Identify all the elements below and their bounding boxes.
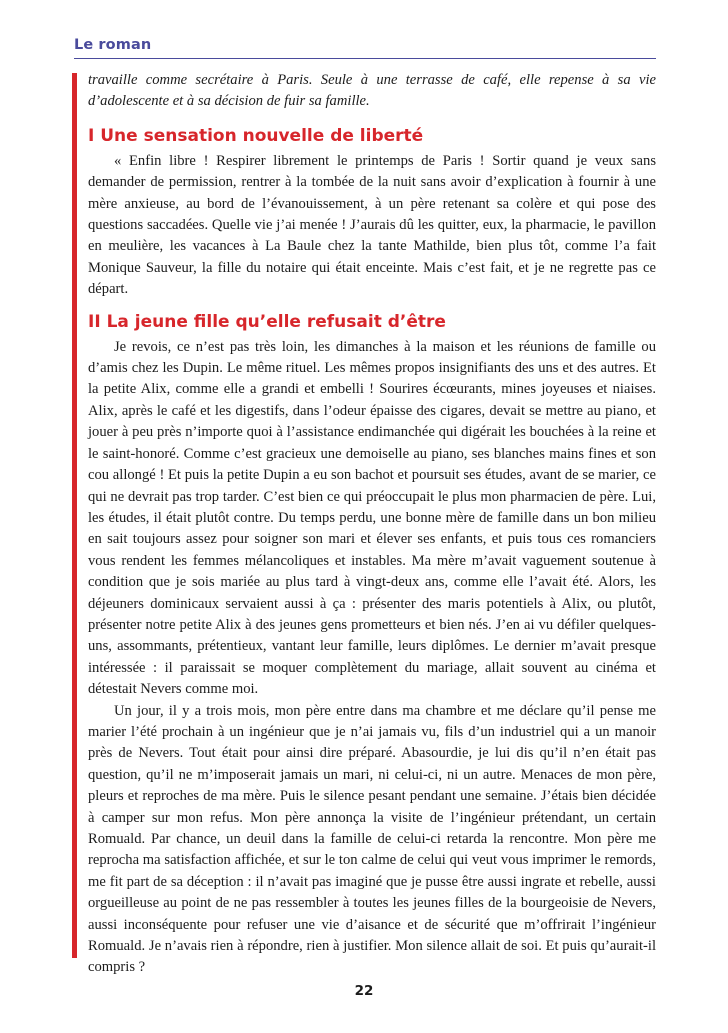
paragraph: Un jour, il y a trois mois, mon père entre dans ma chambre et me déclare qu’il pense me marier l’été prochain à un ingénieur que je n’ai jamais vu, fils d’un industriel qui a un manoir près de Nevers. Tout était pour ainsi dire préparé. Abasourdie, je lui dis qu’il n’en était pas question, qu’il ne m’imposerait jamais un mari, ni celui-ci, ni un autre. Menaces de mon père, pleurs et reproches de ma mère. Puis le silence pesant pendant une semaine. J’étais bien décidée à camper sur mon refus. Mon père annonça la visite de l’ingénieur prétendant, un certain Romuald. Par chance, un deuil dans la famille de celui-ci retarda la rencontre. Mon père me reprocha ma satisfaction affichée, et sur le ton calme de celui qui veut vous imprimer le remords, me fit part de sa déception : il n’avait pas imaginé que je pusse être aussi ingrate et rebelle, aussi orgueilleuse au point de ne pas ressembler à toutes les jeunes filles de la bourgeoisie de Nevers, aussi inconséquente pour refuser une vie d’aisance et de sécurité que m’offrirait l’ingénieur Romuald. Je n’avais rien à répondre, rien à justifier. Mon silence allait de soi. Et puis qu’aurait-il compris ? bbox=[88, 702, 656, 976]
running-head: Le roman bbox=[74, 37, 152, 53]
paragraph: Je revois, ce n’est pas très loin, les dimanches à la maison et les réunions de famille ou d’amis chez les Dupin. Le même rituel. Les mêmes propos insignifiants des uns et des autres. Et la petite Alix, comme elle a grandi et embelli ! Sourires écœurants, mines joyeuses et niaises. Alix, après le café et les digestifs, dans l’odeur épaisse des cigares, devait se mettre au piano, et jouer à peu près n’importe quoi à l’assistance endimanchée qui digérait les bouchées à la reine et le saint-honoré. Comme c’est gracieux une demoiselle au piano, ses blanches mains fines et son cou allongé ! Et puis la petite Dupin a eu son bachot et poursuit ses études, avant de se marier, ce qui ne devrait pas trop tarder. C’est bien ce qui préoccupait le plus mon pharmacien de père. Lui, les études, il était plutôt contre. Du temps perdu, une bonne mère de famille dans un bon milieu en sait toujours assez pour soigner son mari et élever ses enfants, et puis tous ces romanciers vous rendent les femmes mélancoliques et instables. Ma mère m’avait vaguement soutenue à condition que je sois mariée au plus tard à vingt-deux ans, comme elle l’avait été. Alors, les déjeuners dominicaux servaient aussi à ça : présenter des maris potentiels à Alix, ou plutôt, présenter notre petite Alix à des jeunes gens prometteurs et bien nés. J’en ai vu défiler quelques-uns, assommants, prétentieux, vantant leur famille, leurs diplômes. Le dernier m’avait presque intéressée : il paraissait se moquer complètement du mariage, allait souvent au cinéma et détestait Nevers comme moi. bbox=[88, 338, 656, 698]
section-title-1: I Une sensation nouvelle de liberté bbox=[88, 125, 424, 146]
section-title-2: II La jeune fille qu’elle refusait d’être bbox=[88, 311, 446, 332]
intro-summary: travaille comme secrétaire à Paris. Seule à une terrasse de café, elle repense à sa vie d’adolescente et à sa décision de fuir sa famille. bbox=[88, 72, 656, 110]
margin-accent-bar bbox=[72, 73, 77, 958]
page-number: 22 bbox=[354, 983, 374, 999]
paragraph: « Enfin libre ! Respirer librement le printemps de Paris ! Sortir quand je veux sans demander de permission, rentrer à la tombée de la nuit sans avoir d’explication à fournir à une mère anxieuse, au bord de l’évanouissement, à un père retenant sa colère et qui pose des questions saccadées. Quelle vie j’ai menée ! J’aurais dû les quitter, eux, la pharmacie, le pavillon en meulière, les vacances à La Baule chez la tante Mathilde, bien plus tôt, comme l’a fait Monique Sauveur, la fille du notaire qui était enceinte. Mais c’est fait, et je ne regrette pas ce départ. bbox=[88, 152, 656, 298]
header-rule bbox=[74, 58, 656, 59]
text-column bbox=[88, 70, 656, 979]
